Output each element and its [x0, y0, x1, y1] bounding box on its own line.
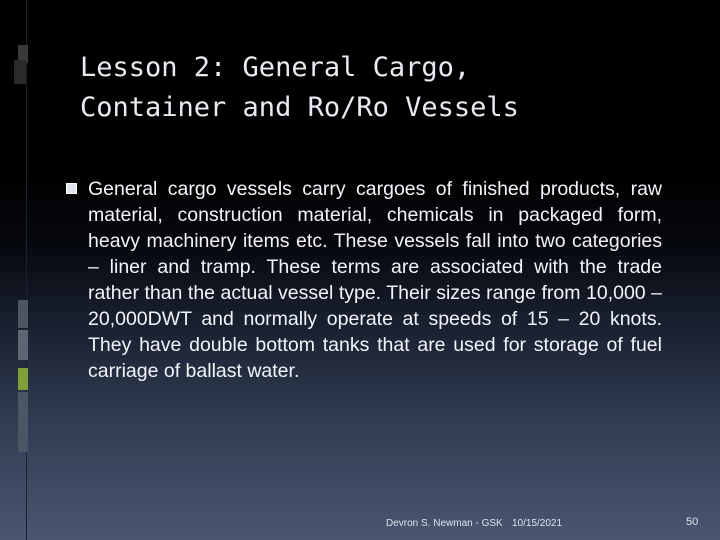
slide-title-line-1: Lesson 2: General Cargo,	[80, 52, 471, 83]
left-decorative-strip	[0, 0, 30, 540]
strip-block-dark	[14, 60, 26, 84]
strip-divider-line	[26, 0, 27, 540]
slide-title	[80, 48, 680, 128]
strip-block-green	[18, 368, 28, 390]
strip-block-gray	[18, 330, 28, 360]
strip-block-steel	[18, 392, 28, 452]
bullet-text: General cargo vessels carry cargoes of finished products, raw material, construction material, chemicals in packaged form, heavy machinery items etc. These vessels fall into two categories – liner and tramp. These terms are associated with the trade rather than the actual vessel type. Their sizes range from 10,000 – 20,000DWT and normally operate at speeds of 15 – 20 knots. They have double bottom tanks that are used for storage of fuel carriage of ballast water.	[88, 178, 662, 382]
footer-author: Devron S. Newman - GSK	[386, 518, 503, 529]
slide-title-line-2: Container and Ro/Ro Vessels	[80, 92, 519, 123]
square-bullet-icon	[66, 183, 77, 194]
strip-block-gray	[18, 300, 28, 328]
bullet-item	[66, 176, 662, 384]
footer-date: 10/15/2021	[512, 518, 563, 529]
page-number: 50	[686, 516, 699, 528]
